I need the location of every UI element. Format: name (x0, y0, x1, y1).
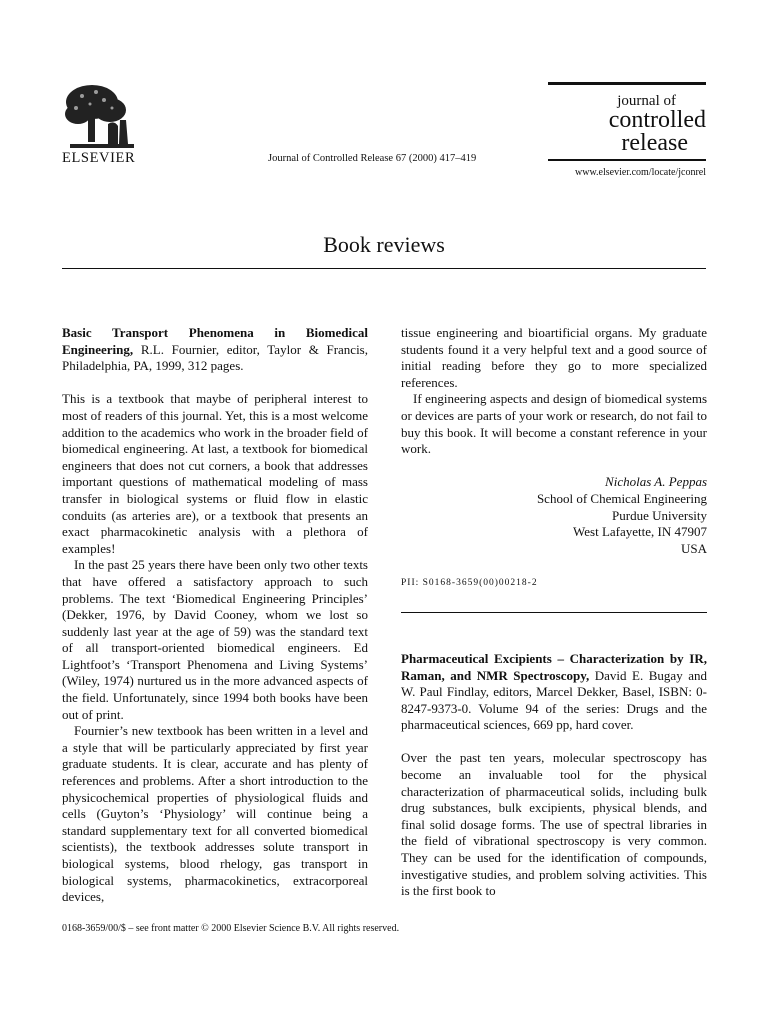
copyright-footer: 0168-3659/00/$ – see front matter © 2000 Elsevier Science B.V. All rights reserved. (62, 923, 400, 934)
review-divider (401, 612, 707, 613)
review2-book-details: David E. Bugay and W. Paul Findlay, editors, Marcel Dekker, Basel, ISBN: 0-8247-9373-0. Volume 94 of the series: Drugs and the pharmaceutical sciences, 669 pp, hard cover. (401, 667, 707, 733)
review1-paragraph: In the past 25 years there have been only two other texts that have offered a satisfactory approach to such problems. The text ‘Biomedical Engineering Principles’ (Dekker, 1976, by David Cooney, whom we lost so suddenly last year at the age of 59) was the standard text of all transport-oriented biomedical engineers. Ed Lightfoot’s ‘Transport Phenomena and Living Systems’ (Wiley, 1974) nurtured us in the more advanced aspects of the field. Unfortunately, since 1994 both books have been out of print. (62, 557, 368, 722)
reviewer-name: Nicholas A. Peppas (605, 474, 707, 490)
review2-heading (401, 651, 707, 734)
review1-book-details: R.L. Fournier, editor, Taylor & Francis, Philadelphia, PA, 1999, 312 pages. (62, 341, 368, 374)
publisher-name: ELSEVIER (62, 150, 136, 166)
review2-paragraph: Over the past ten years, molecular spectroscopy has become an invaluable tool for the physical characterization of pharmaceutical solids, including bulk drug substances, bulk excipients, physical blends, and final solid dosage forms. The use of spectral libraries in the field of vibrational spectroscopy is very common. They can be used for the identification of compounds, investigative studies, and problem solving activities. This is the first book to (401, 750, 707, 899)
elsevier-tree-logo (62, 80, 140, 150)
pii-identifier: PII: S0168-3659(00)00218-2 (401, 578, 538, 589)
review1-paragraph: Fournier’s new textbook has been written in a level and a style that will be particularly appreciated by first year graduate students. It is clear, accurate and has plenty of references and problems. After a short introduction to the physicochemical properties of physiological fluids and cells (Guyton’s ‘Physiology’ will continue being a standard supplementary text for all converted biomedical scientists), the textbook addresses solute transport in biological systems, blood rhelogy, gas transport in biological systems, pharmacokinetics, extracorporeal devices, (62, 723, 368, 905)
right-column (401, 325, 707, 900)
reviewer-affiliation: School of Chemical Engineering (536, 490, 707, 506)
journal-logo-line3: release (621, 130, 688, 156)
reviewer-university: Purdue University (612, 507, 707, 523)
review2-book-title: Pharmaceutical Excipients – Characterization by IR, Raman, and NMR Spectroscopy, (401, 650, 707, 683)
review1-heading (62, 325, 368, 375)
reviewer-signature (401, 474, 707, 557)
review1-paragraph: If engineering aspects and design of biomedical systems or devices are parts of your work or research, do not fail to buy this book. It will become a constant reference in your work. (401, 391, 707, 457)
reviewer-country: USA (680, 540, 707, 556)
left-column (62, 325, 368, 906)
section-title: Book reviews (323, 232, 445, 257)
journal-logo-line1: journal of (617, 93, 676, 109)
review1-paragraph: tissue engineering and bioartificial organs. My graduate students found it a very helpful text and a good source of initial reading before they go to more specialized references. (401, 325, 707, 390)
review1-paragraph: This is a textbook that maybe of peripheral interest to most of readers of this journal. Yet, this is a most welcome addition to the academics who work in the broader field of biomedical engineering. At last, a textbook for biomedical engineers that does not cut corners, a book that addresses important questions of mathematical modeling of mass transfer in biological systems or fluid flow in elastic conduits (as arteries are), or a textbook that presents an exact pharmacokinetic analysis with a plethora of examples! (62, 391, 368, 556)
journal-logo-line2: controlled (608, 107, 706, 133)
journal-url: www.elsevier.com/locate/jconrel (575, 167, 706, 178)
reviewer-city: West Lafayette, IN 47907 (573, 524, 707, 540)
journal-logo (548, 82, 706, 161)
journal-citation: Journal of Controlled Release 67 (2000) 417–419 (268, 153, 477, 164)
review1-book-title: Basic Transport Phenomena in Biomedical Engineering, (62, 325, 368, 357)
header-divider (62, 268, 706, 269)
